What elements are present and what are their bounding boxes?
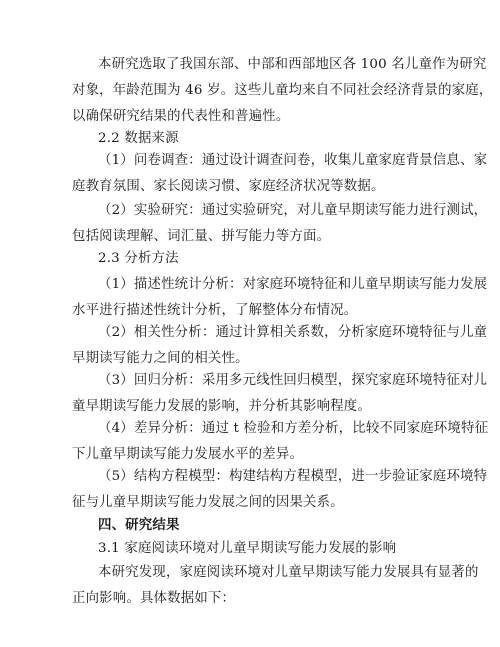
- text-line: 早期读写能力之间的相关性。: [72, 351, 249, 366]
- paragraph-difference-analysis: [72, 416, 489, 468]
- paragraph-findings: [72, 560, 479, 612]
- text-line: （4）差异分析：通过 t 检验和方差分析，比较不同家庭环境特征: [98, 421, 489, 436]
- paragraph-regression: [72, 368, 488, 420]
- paragraph-questionnaire: [72, 148, 488, 200]
- text-line: （1）描述性统计分析：对家庭环境特征和儿童早期读写能力发展: [98, 277, 488, 292]
- heading-text: 3.1 家庭阅读环境对儿童早期读写能力发展的影响: [98, 541, 397, 556]
- paragraph-study-subjects: [72, 52, 493, 130]
- text-line: 正向影响。具体数据如下：: [72, 591, 236, 606]
- text-line: （2）相关性分析：通过计算相关系数，分析家庭环境特征与儿童: [98, 325, 488, 340]
- text-line: 童早期读写能力发展的影响，并分析其影响程度。: [72, 399, 371, 414]
- heading-text: 2.3 分析方法: [98, 251, 179, 266]
- paragraph-experiment: [72, 198, 488, 250]
- text-line: 以确保研究结果的代表性和普遍性。: [72, 109, 290, 124]
- paragraph-descriptive-stats: [72, 272, 488, 324]
- text-line: 征与儿童早期读写能力发展之间的因果关系。: [72, 495, 344, 510]
- text-line: （5）结构方程模型：构建结构方程模型，进一步验证家庭环境特: [98, 469, 488, 484]
- text-line: （3）回归分析：采用多元线性回归模型，探究家庭环境特征对儿: [98, 373, 488, 388]
- text-line: 庭教育氛围、家长阅读习惯、家庭经济状况等数据。: [72, 179, 385, 194]
- text-line: 水平进行描述性统计分析，了解整体分布情况。: [72, 303, 358, 318]
- text-line: 本研究选取了我国东部、中部和西部地区各 100 名儿童作为研究: [98, 57, 487, 72]
- heading-text: 2.2 数据来源: [98, 131, 179, 146]
- section-heading-analysis-methods: [72, 246, 438, 272]
- text-line: 下儿童早期读写能力发展水平的差异。: [72, 447, 304, 462]
- text-line: 对象，年龄范围为 46 岁。这些儿童均来自不同社会经济背景的家庭，: [72, 83, 493, 98]
- section-heading-reading-environment: [72, 536, 438, 562]
- text-line: 本研究发现，家庭阅读环境对儿童早期读写能力发展具有显著的: [98, 565, 479, 580]
- paragraph-sem: [72, 464, 488, 516]
- heading-text: 四、研究结果: [98, 517, 180, 533]
- text-line: 包括阅读理解、词汇量、拼写能力等方面。: [72, 229, 331, 244]
- text-line: （2）实验研究：通过实验研究，对儿童早期读写能力进行测试，: [98, 203, 488, 218]
- chapter-heading-results: [72, 512, 438, 538]
- paragraph-correlation: [72, 320, 488, 372]
- text-line: （1）问卷调查：通过设计调查问卷，收集儿童家庭背景信息、家: [98, 153, 488, 168]
